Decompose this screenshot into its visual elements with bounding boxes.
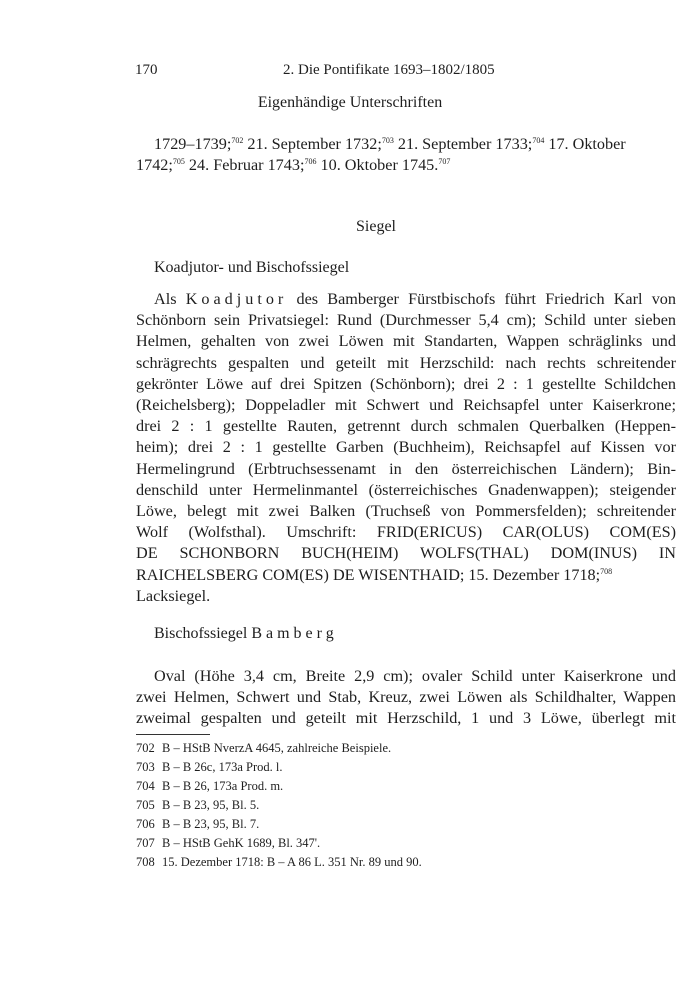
page-number: 170 <box>135 62 158 78</box>
text-line: Helmen, gehalten von zwei Löwen mit Standarten, Wappen schräglinks und <box>136 332 676 351</box>
footnote: 702 B – HStB NverzA 4645, zahlreiche Beispiele. <box>136 741 392 755</box>
text-line: Wolf (Wolfsthal). Umschrift: FRID(ERICUS) CAR(OLUS) COM(ES) <box>136 523 676 542</box>
footnote-ref[interactable]: 703 <box>381 136 394 145</box>
text-line: denschild unter Hermelinmantel (österreichisches Gnadenwappen); steigender <box>136 480 676 499</box>
text-line: Oval (Höhe 3,4 cm, Breite 2,9 cm); ovaler Schild unter Kaiserkrone und <box>154 667 676 685</box>
footnote-ref[interactable]: 705 <box>172 157 185 167</box>
text-line: (Reichelsberg); Doppeladler mit Schwert und Reichsapfel unter Kaiserkrone; <box>136 396 676 415</box>
seal-heading: Siegel <box>356 218 396 235</box>
text-line: DE SCHONBORN BUCH(HEIM) WOLFS(THAL) DOM(INUS) IN <box>136 544 676 563</box>
text-line: RAICHELSBERG COM(ES) DE WISENTHAID; 15. Dezember 1718;$^{708}$ <box>136 565 613 584</box>
text-line: zwei Helmen, Schwert und Stab, Kreuz, zwei Löwen als Schildhalter, Wappen <box>136 688 676 707</box>
text-line: Als Koadjutor des Bamberger Fürstbischofs führt Friedrich Karl von <box>154 290 676 308</box>
text-line: schrägrechts gespalten und geteilt mit Herzschild: nach rechts schreitender <box>136 353 676 372</box>
signatures-paragraph <box>136 134 676 176</box>
text-line: Schönborn sein Privatsiegel: Rund (Durchmesser 5,4 cm); Schild unter sieben <box>136 311 676 330</box>
text-line: zweimal gespalten und geteilt mit Herzschild, 1 und 3 Löwe, überlegt mit <box>136 709 676 728</box>
footnote-ref[interactable]: 702 <box>231 136 244 145</box>
footnote-ref[interactable]: 707 <box>438 157 451 167</box>
footnote: 708 15. Dezember 1718: B – A 86 L. 351 Nr. 89 und 90. <box>136 855 422 869</box>
bamberg-paragraph <box>136 666 676 730</box>
running-title: 2. Die Pontifikate 1693–1802/1805 <box>283 62 495 78</box>
footnote: 704 B – B 26, 173a Prod. m. <box>136 779 284 793</box>
text-line: gekrönter Löwe auf drei Spitzen (Schönborn); drei 2 : 1 gestellte Schildchen <box>136 374 676 393</box>
signatures-line: 1742;$^{705}$ 24. Februar 1743;$^{706}$ 10. Oktober 1745.$^{707}$ <box>136 156 451 175</box>
text-line: Hermelingrund (Erbtruchsessenamt in den österreichischen Ländern); Bin- <box>136 459 676 478</box>
text-line: heim); drei 2 : 1 gestellte Garben (Buchheim), Reichsapfel auf Kissen vor <box>136 438 676 457</box>
footnote-ref[interactable]: 708 <box>600 566 613 576</box>
text-line: Löwe, belegt mit zwei Balken (Truchseß von Pommersfelden); schreitender <box>136 502 676 521</box>
text-line: drei 2 : 1 gestellte Rauten, getrennt durch schmalen Querbalken (Heppen- <box>136 417 676 436</box>
footnote-ref[interactable]: 706 <box>304 157 317 167</box>
footnote-divider <box>136 734 210 735</box>
footnote: 703 B – B 26c, 173a Prod. l. <box>136 760 283 774</box>
text-line: Lacksiegel. <box>136 586 211 605</box>
footnote: 706 B – B 23, 95, Bl. 7. <box>136 817 260 831</box>
coadjutor-subheading: Koadjutor- und Bischofssiegel <box>154 259 350 276</box>
bamberg-subheading: Bischofssiegel Bamberg <box>154 625 338 642</box>
footnote-ref[interactable]: 704 <box>532 136 545 145</box>
footnote: 705 B – B 23, 95, Bl. 5. <box>136 798 260 812</box>
footnote: 707 B – HStB GehK 1689, Bl. 347'. <box>136 836 321 850</box>
signatures-heading: Eigenhändige Unterschriften <box>257 94 443 111</box>
signatures-line: 1729–1739;$^{702}$ 21. September 1732;$^{703}$ 21. September 1733;$^{704}$ 17. Oktober <box>154 135 626 153</box>
coadjutor-paragraph <box>136 289 676 607</box>
